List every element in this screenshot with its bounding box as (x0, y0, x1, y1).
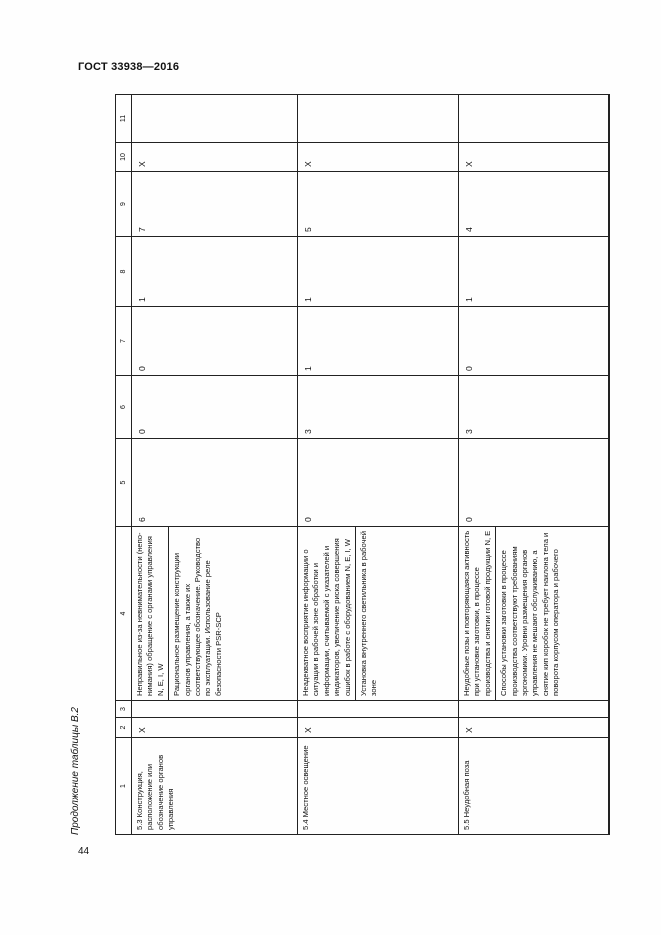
mark-cell: Х (298, 718, 459, 738)
empty-cell (459, 95, 609, 143)
protective-measure: Установка внутреннего светильника в рабочей зоне (355, 527, 382, 700)
hazard-table (115, 94, 610, 835)
value-cell: 3 (459, 376, 609, 439)
measures-cell (459, 527, 609, 701)
value-cell: 1 (459, 237, 609, 307)
mark-cell: Х (459, 718, 609, 738)
empty-cell (298, 95, 459, 143)
col-number: 5 (116, 439, 132, 527)
hazard-description: Неправильное из-за невнимательности (непонимания) обращение с органами управления N, E, I, W (135, 532, 165, 696)
value-cell: 3 (298, 376, 459, 439)
empty-cell (298, 701, 459, 718)
value-cell: 1 (132, 237, 298, 307)
hazard-description: Неадекватное восприятие информации о ситуации в рабочей зоне обработки и информации, считываемой с указателей и индикаторов, увеличение риска совершения ошибок в работе с оборудованием N, E, I, W (301, 538, 352, 696)
col-number: 6 (116, 376, 132, 439)
col-number: 1 (116, 738, 132, 835)
measures-cell (298, 527, 459, 701)
value-cell: 1 (298, 307, 459, 376)
hazard-description: Неудобные позы и повторяющаяся активность при установке заготовки, в процессе производства и снятии готовой продукции N, E (462, 530, 492, 696)
hazard-cell: 5.5 Неудобная поза (459, 738, 609, 835)
mark-cell: Х (132, 143, 298, 172)
column-number-row (116, 95, 132, 835)
protective-measure: Рациональное размещение конструкции органов управления, а также их соответствующее обозначение. Руководство по эксплуатации. Использование реле безопасности PSR-SCP (168, 527, 226, 700)
col-number: 4 (116, 527, 132, 701)
value-cell: 0 (459, 307, 609, 376)
measures-cell (132, 527, 298, 701)
page-number: 44 (78, 846, 90, 857)
empty-cell (459, 701, 609, 718)
rotated-table-area (70, 95, 610, 835)
table-row (132, 95, 298, 835)
mark-cell: Х (298, 143, 459, 172)
col-number: 3 (116, 701, 132, 718)
document-header: ГОСТ 33938—2016 (78, 61, 180, 73)
table-row (459, 95, 609, 835)
value-cell: 5 (298, 172, 459, 237)
value-cell: 0 (459, 439, 609, 527)
value-cell: 0 (132, 376, 298, 439)
value-cell: 7 (132, 172, 298, 237)
table-caption: Продолжение таблицы В.2 (70, 707, 81, 835)
col-number: 7 (116, 307, 132, 376)
col-number: 8 (116, 237, 132, 307)
empty-cell (132, 701, 298, 718)
value-cell: 6 (132, 439, 298, 527)
mark-cell: Х (132, 718, 298, 738)
value-cell: 0 (298, 439, 459, 527)
hazard-cell: 5.4 Местное освещение (298, 738, 459, 835)
value-cell: 1 (298, 237, 459, 307)
col-number: 11 (116, 95, 132, 143)
mark-cell: Х (459, 143, 609, 172)
col-number: 9 (116, 172, 132, 237)
value-cell: 4 (459, 172, 609, 237)
table-row (298, 95, 459, 835)
col-number: 2 (116, 718, 132, 738)
protective-measure: Способы установки заготовки в процессе производства соответствуют требованиям эргономики. Уровни размeщения органов управления не мешают обслуживанию, а снятие кип коробок не требует наклона тела и поворота корпусом оператора и рабочего (495, 527, 563, 700)
empty-cell (132, 95, 298, 143)
hazard-cell: 5.3 Конструкция, расположение или обозначение органов управления (132, 738, 298, 835)
value-cell: 0 (132, 307, 298, 376)
col-number: 10 (116, 143, 132, 172)
